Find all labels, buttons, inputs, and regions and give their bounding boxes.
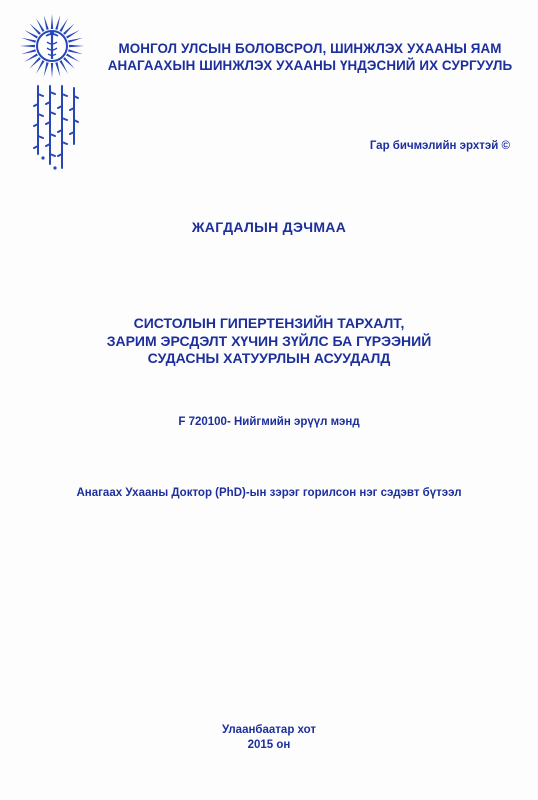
emblem-ray (66, 30, 80, 39)
emblem-ray (55, 62, 60, 77)
emblem-ray (69, 45, 84, 47)
specialty-code: F 720100- Нийгмийн эрүүл мэнд (178, 416, 360, 428)
emblem-ray (66, 53, 80, 62)
emblem-ray (36, 60, 45, 74)
degree-statement: Анагаах Ухааны Доктор (PhD)-ын зэрэг горилсон нэг сэдэвт бүтээл (76, 487, 462, 499)
author-name: ЖАГДАЛЫН ДЭЧМАА (191, 219, 347, 235)
emblem-ray (44, 15, 49, 30)
emblem-ray (63, 57, 74, 68)
emblem-ray (55, 15, 60, 30)
emblem-ray (21, 38, 36, 43)
emblem-ray (44, 62, 49, 77)
emblem-ray (68, 49, 83, 54)
institution-heading (105, 40, 515, 74)
emblem-ray (29, 57, 40, 68)
ministry-line: МОНГОЛ УЛСЫН БОЛОВСРОЛ, ШИНЖЛЭХ УХААНЫ ЯАМ (118, 41, 502, 56)
title-line: ЗАРИМ ЭРСДЭЛТ ХҮЧИН ЗҮЙЛС БА ГҮРЭЭНИЙ (106, 332, 432, 349)
university-line: АНАГААХЫН ШИНЖЛЭХ УХААНЫ ҮНДЭСНИЙ ИХ СУРГУУЛЬ (107, 58, 513, 73)
emblem-ray (68, 38, 83, 43)
emblem-ray (29, 23, 40, 34)
mongolian-script-icon (30, 84, 82, 172)
emblem-ray (21, 49, 36, 54)
emblem-ray (51, 14, 53, 29)
emblem-ray (24, 53, 38, 62)
title-line: СИСТОЛЫН ГИПЕРТЕНЗИЙН ТАРХАЛТ, (133, 315, 405, 331)
emblem-ray (51, 63, 53, 78)
dissertation-title (0, 315, 538, 368)
place-and-year (0, 723, 538, 753)
emblem-ray (59, 60, 68, 74)
emblem-ray (20, 45, 35, 47)
university-emblem-icon (18, 12, 86, 80)
emblem-ray (63, 23, 74, 34)
emblem-ray (36, 18, 45, 32)
city: Улаанбаатар хот (221, 724, 317, 736)
title-line: СУДАСНЫ ХАТУУРЛЫН АСУУДАЛД (147, 350, 391, 366)
year: 2015 он (247, 739, 291, 751)
emblem-ray (59, 18, 68, 32)
emblem-ray (24, 30, 38, 39)
manuscript-notice: Гар бичмэлийн эрхтэй © (369, 140, 510, 152)
